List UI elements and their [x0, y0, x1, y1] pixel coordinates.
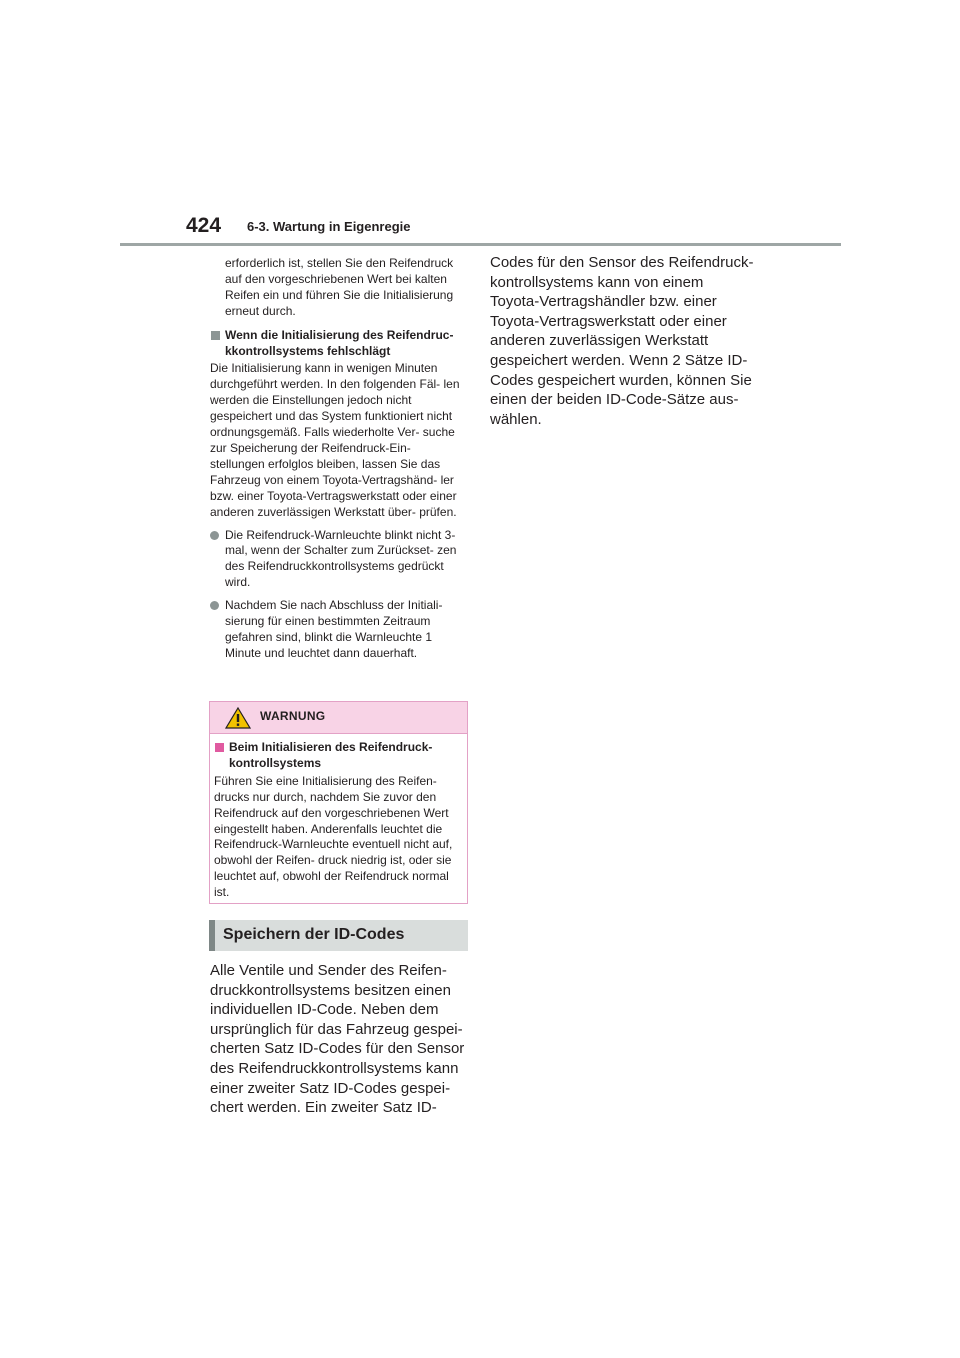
- section-paragraph-left: Alle Ventile und Sender des Reifen- druckkontrollsystems besitzen einen individuellen ID-Code. Neben dem ursprünglich für das Fahrzeug gespei- cherten Satz ID-Codes für den Sensor des Reifendruckkontrollsystems kann einer zweiter Satz ID-Codes gespei- chert werden. Ein zweiter Satz ID-: [210, 962, 465, 1117]
- square-bullet-icon: [211, 331, 220, 340]
- header-rule: [120, 243, 841, 246]
- warning-box: [209, 701, 468, 904]
- section-text-left: [210, 961, 468, 1118]
- section-paragraph-right: Codes für den Sensor des Reifendruck- kontrollsystems kann von einem Toyota-Vertragshändler bzw. einer Toyota-Vertragswerkstatt oder einer anderen zuverlässigen Werkstatt gespeichert werden. Wenn 2 Sätze ID- Codes gespeichert wurden, können Sie einen der beiden ID-Code-Sätze aus- wählen.: [490, 254, 754, 428]
- list-item: [210, 598, 468, 662]
- warning-title: WARNUNG: [260, 709, 326, 723]
- failure-paragraph: Die Initialisierung kann in wenigen Minuten durchgeführt werden. In den folgenden Fäl- len werden die Einstellungen jedoch nicht gespeichert und das System funktioniert nicht ordnungsgemäß. Falls wiederholte Ver- suche zur Speicherung der Reifendruck-Ein- stellungen erfolglos bleiben, lassen Sie das Fahrzeug von einem Toyota-Vertragshänd- ler bzw. einer Toyota-Vertragswerkstatt oder einer anderen zuverlässigen Werkstatt über- prüfen.: [210, 361, 460, 519]
- subheading-text: Wenn die Initialisierung des Reifendruc- kkontrollsystems fehlschlägt: [225, 327, 454, 358]
- section-header: 6-3. Wartung in Eigenregie: [247, 219, 411, 234]
- square-bullet-icon: [215, 743, 224, 752]
- section-heading-bar: [209, 920, 468, 951]
- continuation-text: erforderlich ist, stellen Sie den Reifendruck auf den vorgeschriebenen Wert bei kalten Reifen ein und führen Sie die Initialisierung erneut durch.: [225, 256, 454, 318]
- subheading-initialization-failed: [210, 328, 468, 360]
- warning-triangle-icon: [225, 707, 251, 729]
- right-column: [490, 253, 755, 429]
- warning-body: [210, 734, 467, 901]
- round-bullet-icon: [210, 601, 219, 610]
- page-number: 424: [186, 214, 222, 237]
- list-item: [210, 528, 468, 592]
- round-bullet-icon: [210, 531, 219, 540]
- warning-text: Führen Sie eine Initialisierung des Reifen- drucks nur durch, nachdem Sie zuvor den Reifendruck auf den vorgeschriebenen Wert eingestellt haben. Anderenfalls leuchtet die Reifendruck-Warnleuchte eventuell nicht auf, obwohl der Reifen- druck niedrig ist, oder sie leuchtet auf, obwohl der Reifendruck normal ist.: [214, 773, 453, 900]
- list-item-text: Die Reifendruck-Warnleuchte blinkt nicht 3-mal, wenn der Schalter zum Zurückset- zen des Reifendruckkontrollsystems gedrückt wird.: [225, 527, 457, 590]
- left-column: [210, 256, 468, 662]
- warning-header: [210, 702, 467, 734]
- warning-subheading-text: Beim Initialisieren des Reifendruck- kontrollsystems: [229, 740, 433, 770]
- section-title: Speichern der ID-Codes: [223, 926, 405, 943]
- warning-subheading: [214, 740, 463, 772]
- list-item-text: Nachdem Sie nach Abschluss der Initiali- sierung für einen bestimmten Zeitraum gefahren sind, blinkt die Warnleuchte 1 Minute und leuchtet dann dauerhaft.: [225, 598, 443, 660]
